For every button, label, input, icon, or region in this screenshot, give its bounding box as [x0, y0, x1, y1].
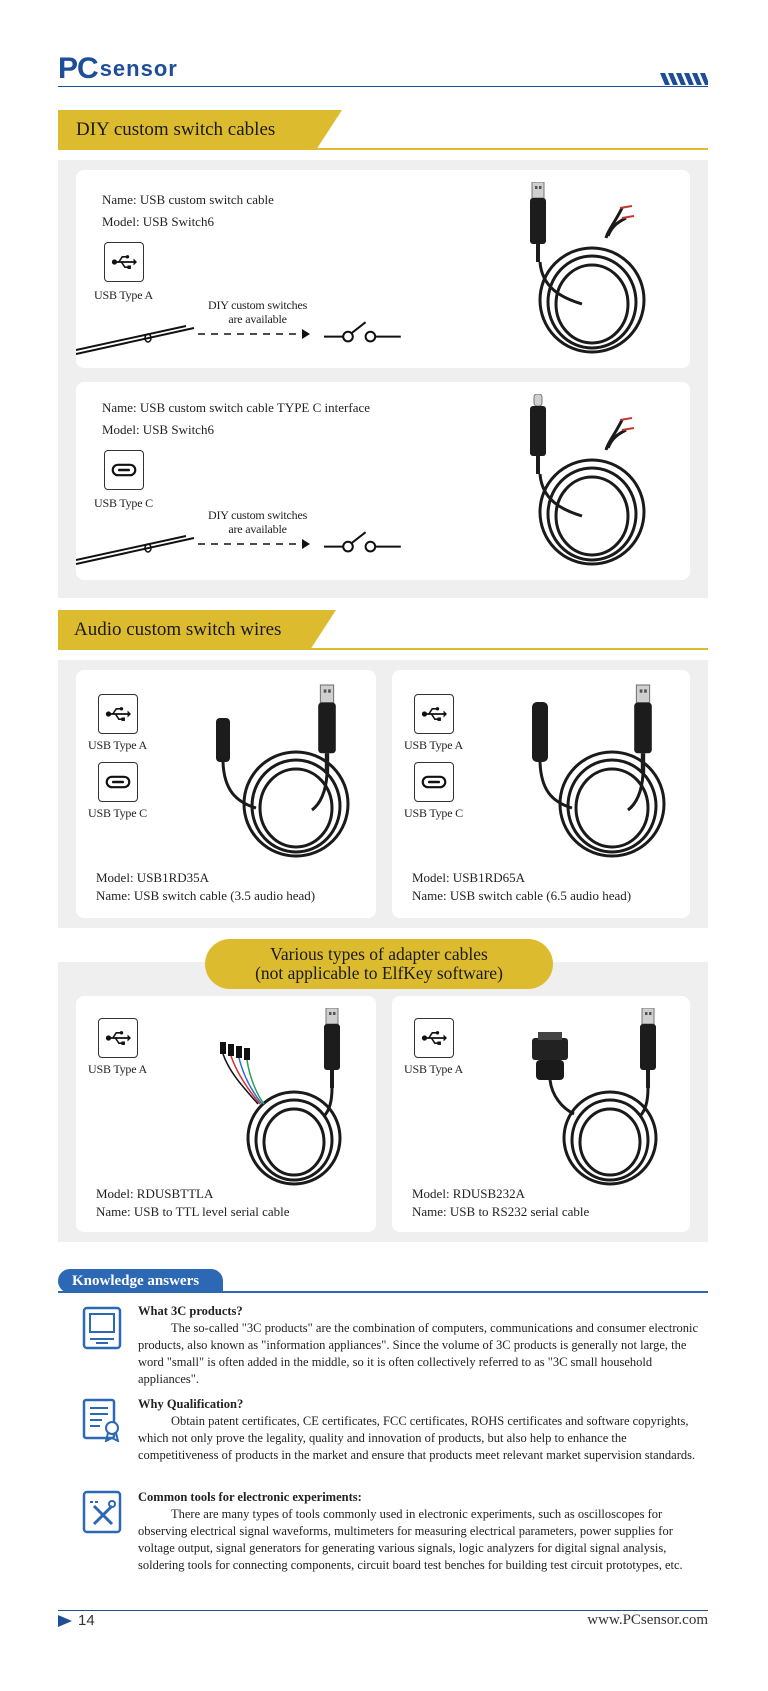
usb-c-switch-cable-image [522, 390, 652, 574]
card-model: Model: USB Switch6 [102, 214, 214, 229]
audio-65-cable-image [532, 680, 682, 870]
card-name: Name: USB custom switch cable [102, 192, 274, 207]
knowledge-item-title: Why Qualification? [138, 1397, 244, 1411]
page-arrow-icon [58, 1615, 72, 1627]
switch-cable-card-usb-c [76, 382, 690, 580]
port-a-label: USB Type A [404, 1062, 463, 1076]
card-model: Model: USB1RD65A [412, 870, 526, 885]
card-model: Model: USB Switch6 [102, 422, 214, 437]
card-name: Name: USB to RS232 serial cable [412, 1204, 590, 1219]
audio-cable-card-65 [392, 670, 690, 918]
usb-type-a-port-icon [98, 1018, 138, 1058]
port-c-label: USB Type C [88, 806, 147, 820]
section3-title-line2: (not applicable to ElfKey software) [255, 963, 503, 983]
switch-diagram [76, 528, 416, 568]
footer-url[interactable]: www.PCsensor.com [587, 1612, 708, 1628]
card-name: Name: USB custom switch cable TYPE C interface [102, 400, 371, 415]
switch-cable-card-usb-a [76, 170, 690, 368]
card-name: Name: USB switch cable (3.5 audio head) [96, 888, 316, 903]
knowledge-item-qualification [138, 1396, 708, 1464]
port-a-label: USB Type A [88, 1062, 147, 1076]
knowledge-item-body: The so-called "3C products" are the combination of computers, communications and consumer electronic products, also known as "information appliances". Since the volume of 3C products is generally not large, the word "small" is often added in the middle, so it is often collectively referred to as "3C small household appliances". [138, 1321, 699, 1386]
switch-diagram [76, 318, 416, 358]
card-model: Model: RDUSBTTLA [96, 1186, 214, 1201]
section3-panel [58, 962, 708, 1242]
audio-cable-card-35 [76, 670, 376, 918]
knowledge-item-body: There are many types of tools commonly used in electronic experiments, such as oscilloscopes for observing electrical signal waveforms, multimeters for measuring electrical parameters, power supplies for voltage output, signal generators for generating various signals, logic analyzers for digital signal analysis, soldering tools for connecting components, circuit board test benches for building test circuit prototypes, etc. [138, 1507, 683, 1572]
logo-pc-text: PC [58, 52, 98, 85]
knowledge-item-body: Obtain patent certificates, CE certificates, FCC certificates, ROHS certificates and software copyrights, which not only prove the legality, quality and innovation of products, but also help to enhance the competitiveness of products in the market and ensure that products meet relevant market supervision standards. [138, 1414, 696, 1462]
card-name: Name: USB to TTL level serial cable [96, 1204, 290, 1219]
section1-panel [58, 160, 708, 598]
section2-banner [58, 610, 708, 650]
diy-note: DIY custom switches are available [208, 508, 308, 536]
section1-title: DIY custom switch cables [58, 110, 316, 150]
usb-type-c-port-icon [104, 450, 144, 490]
knowledge-item-title: What 3C products? [138, 1304, 243, 1318]
card-model: Model: USB1RD35A [96, 870, 210, 885]
pcsensor-logo [58, 54, 178, 84]
header-stripes [660, 73, 708, 85]
card-name: Name: USB switch cable (6.5 audio head) [412, 888, 632, 903]
section1-banner [58, 110, 708, 150]
port-c-label: USB Type C [404, 806, 463, 820]
knowledge-title: Knowledge answers [58, 1269, 223, 1293]
port-label: USB Type A [94, 288, 153, 302]
knowledge-item-tools [138, 1489, 708, 1574]
usb-type-a-port-icon [104, 242, 144, 282]
usb-type-c-port-icon [414, 762, 454, 802]
usb-type-a-port-icon [98, 694, 138, 734]
knowledge-item-3c [138, 1303, 708, 1388]
tools-icon [82, 1490, 122, 1534]
section2-title: Audio custom switch wires [58, 610, 310, 650]
logo-sensor-text: sensor [99, 56, 178, 81]
ttl-cable-card [76, 996, 376, 1232]
port-a-label: USB Type A [404, 738, 463, 752]
usb-type-c-port-icon [98, 762, 138, 802]
section3-title-line1: Various types of adapter cables [270, 944, 488, 964]
page-number-text: 14 [78, 1612, 95, 1629]
page-number [58, 1612, 95, 1629]
computer-icon [82, 1306, 122, 1350]
rs232-cable-image [522, 1004, 682, 1188]
port-a-label: USB Type A [88, 738, 147, 752]
section2-panel [58, 660, 708, 928]
header-rule [58, 86, 708, 87]
usb-type-a-port-icon [414, 694, 454, 734]
card-model: Model: RDUSB232A [412, 1186, 526, 1201]
usb-type-a-port-icon [414, 1018, 454, 1058]
port-label: USB Type C [94, 496, 153, 510]
knowledge-item-title: Common tools for electronic experiments: [138, 1490, 362, 1504]
certificate-icon [82, 1398, 122, 1442]
diy-note: DIY custom switches are available [208, 298, 308, 326]
footer-rule [58, 1610, 708, 1611]
usb-a-switch-cable-image [522, 178, 652, 362]
rs232-cable-card [392, 996, 690, 1232]
section3-title-pill [205, 939, 553, 989]
ttl-cable-image [206, 1004, 366, 1188]
audio-35-cable-image [216, 680, 366, 870]
